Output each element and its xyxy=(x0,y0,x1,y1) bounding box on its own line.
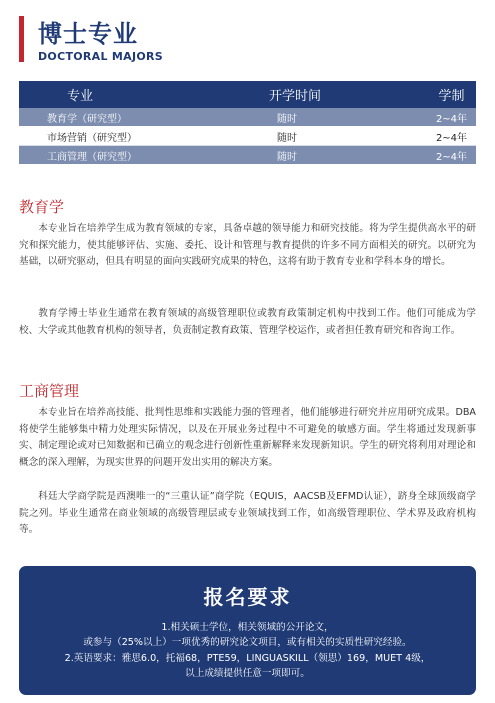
page-title: 博士专业 xyxy=(38,20,138,48)
column-header-start-time: 开学时间 xyxy=(217,81,427,108)
table-row xyxy=(19,127,476,146)
table-cell-start-time: 随时 xyxy=(217,146,427,165)
education-paragraph-2: 教育学博士毕业生通常在教育领域的高级管理职位或教育政策制定机构中找到工作。他们可能成为学校、大学或其他教育机构的领导者，负责制定教育政策、管理学校运作，或者担任教育研究和咨询工作。 xyxy=(19,308,476,336)
business-paragraph-2: 科廷大学商学院是西澳唯一的“三重认证”商学院（EQUIS，AACSB及EFMD认证），跻身全球顶级商学院之列。毕业生通常在商业领域的高级管理层或专业领域找到工作，如高级管理职位、学术界及政府机构等。 xyxy=(19,491,476,536)
education-paragraph-1: 本专业旨在培养学生成为教育领域的专家，具备卓越的领导能力和研究技能。将为学生提供高水平的研究和探究能力，使其能够评估、实施、委托、设计和管理与教育提供的许多不同方面相关的研究。以研究为基础，以研究驱动，但具有明显的面向实践研究成果的特色，这将有助于教育专业和学科本身的增长。 xyxy=(19,223,476,268)
requirement-line: 1.相关硕士学位，相关领域的公开论文， xyxy=(161,622,334,633)
table-cell-start-time: 随时 xyxy=(217,108,427,127)
table-cell-duration: 2~4年 xyxy=(427,108,476,127)
majors-table xyxy=(19,81,476,165)
requirement-line: 2.英语要求：雅思6.0，托福68，PTE59，LINGUASKILL（领思）169，MUET 4级， xyxy=(64,653,431,664)
column-header-duration: 学制 xyxy=(427,81,476,108)
education-heading: 教育学 xyxy=(19,198,65,216)
table-header-row xyxy=(19,81,476,108)
table-cell-duration: 2~4年 xyxy=(427,146,476,165)
column-header-major: 专业 xyxy=(19,81,217,108)
requirement-line: 以上成绩提供任意一项即可。 xyxy=(185,668,310,679)
table-cell-duration: 2~4年 xyxy=(427,127,476,146)
table-cell-major: 市场营销（研究型） xyxy=(19,127,217,146)
table-cell-major: 工商管理（研究型） xyxy=(19,146,217,165)
requirements-title: 报名要求 xyxy=(203,585,292,609)
table-cell-start-time: 随时 xyxy=(217,127,427,146)
title-accent-bar xyxy=(19,16,24,62)
requirements-box xyxy=(19,566,476,695)
business-heading: 工商管理 xyxy=(19,382,80,400)
table-row xyxy=(19,146,476,165)
table-row xyxy=(19,108,476,127)
table-cell-major: 教育学（研究型） xyxy=(19,108,217,127)
page-subtitle: DOCTORAL MAJORS xyxy=(38,50,164,63)
business-paragraph-1: 本专业旨在培养高技能、批判性思维和实践能力强的管理者，他们能够进行研究并应用研究成果。DBA将使学生能够集中精力处理实际情况，以及在开展业务过程中不可避免的敏感方面。学生将通过发现新事实、制定理论或对已知数据和已确立的观念进行创新性重新解释来发现新知识。学生的研究将利用对理论和概念的深入理解，为现实世界的问题开发出实用的解决方案。 xyxy=(19,407,476,468)
requirement-line: 或参与（25%以上）一项优秀的研究论文项目，或有相关的实质性研究经验。 xyxy=(83,637,412,648)
